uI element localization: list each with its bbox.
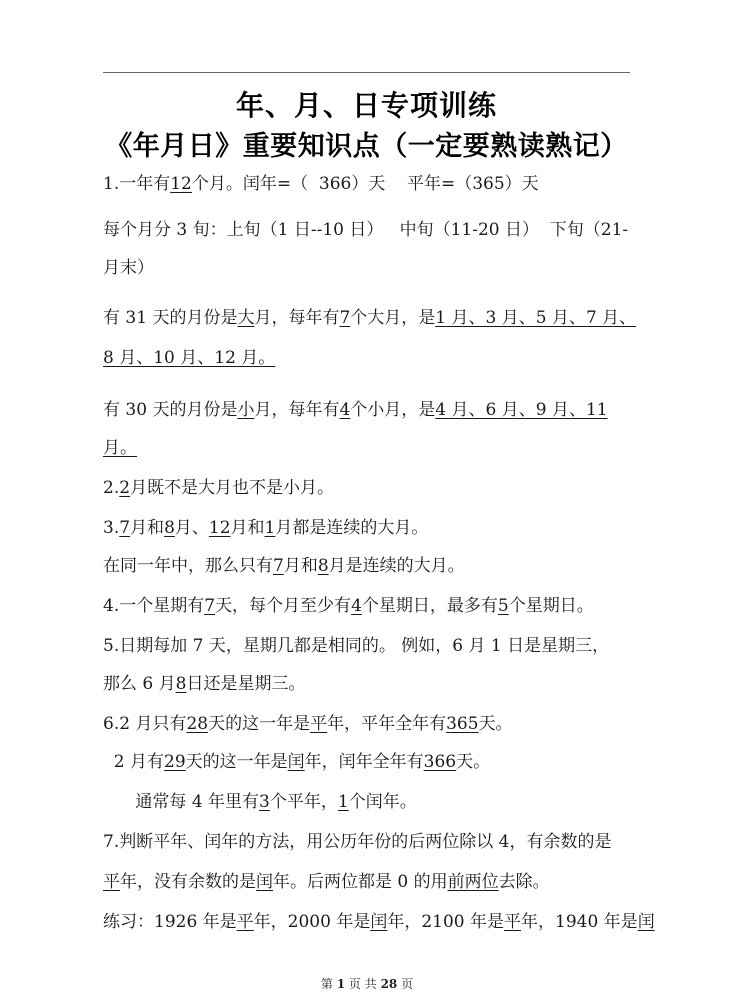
- footer-suffix: 页: [401, 977, 414, 991]
- underlined-answer: 平: [236, 912, 254, 932]
- underlined-answer: 8 月、10 月、12 月。: [103, 348, 276, 368]
- text-segment: 月既不是大月也不是小月。: [130, 478, 335, 498]
- underlined-answer: 29: [164, 752, 186, 772]
- underlined-answer: 月。: [103, 438, 137, 458]
- text-line: [103, 172, 643, 196]
- text-segment: 4.一个星期有: [103, 596, 205, 616]
- text-segment: 天，每个月至少有: [215, 596, 352, 616]
- text-segment: 3.: [103, 518, 120, 538]
- text-segment: 通常每 4 年里有: [103, 792, 260, 812]
- text-segment: 有 30 天的月份是: [103, 400, 238, 420]
- text-line: [103, 830, 643, 854]
- text-segment: 个星期日。: [508, 596, 594, 616]
- underlined-answer: 5: [497, 596, 509, 616]
- footer-middle: 页 共: [348, 977, 377, 991]
- text-segment: 月末）: [103, 258, 154, 278]
- underlined-answer: 2: [119, 478, 131, 498]
- page-footer: [0, 975, 734, 992]
- text-line: [103, 672, 643, 696]
- text-segment: 5.日期每加 7 天，星期几都是相同的。 例如，6 月 1 日是星期三，: [103, 636, 610, 656]
- text-segment: 练习：1926 年是: [103, 912, 237, 932]
- top-rule: [103, 72, 630, 73]
- text-segment: 年，没有余数的是: [120, 872, 256, 892]
- footer-total-pages: 28: [380, 977, 398, 991]
- text-segment: 年，闰年全年有: [304, 752, 424, 772]
- text-line: [103, 256, 643, 280]
- text-segment: 2 月有: [103, 752, 165, 772]
- text-segment: 个大月，是: [350, 308, 436, 328]
- underlined-answer: 7: [119, 518, 131, 538]
- text-segment: 月和: [283, 556, 318, 576]
- text-segment: 月，每年有: [254, 400, 340, 420]
- page-title: 年、月、日专项训练: [235, 89, 497, 122]
- text-segment: 1.一年有: [103, 174, 171, 194]
- underlined-answer: 366: [423, 752, 457, 772]
- text-line: [103, 750, 643, 774]
- text-segment: 月和: [230, 518, 265, 538]
- text-line: [103, 436, 643, 460]
- underlined-answer: 闰: [637, 912, 655, 932]
- underlined-answer: 小: [237, 400, 255, 420]
- text-line: [103, 346, 643, 370]
- text-line: [103, 790, 643, 814]
- text-line: [103, 398, 643, 422]
- text-line: [103, 594, 643, 618]
- text-segment: 年。后两位都是 0 的用: [273, 872, 448, 892]
- text-line: [103, 634, 643, 658]
- underlined-answer: 平: [310, 714, 328, 734]
- text-line: [103, 306, 643, 330]
- text-line: [103, 218, 643, 242]
- underlined-answer: 28: [186, 714, 209, 734]
- footer-page-number: 1: [336, 977, 346, 991]
- text-segment: 月，每年有: [254, 308, 340, 328]
- text-segment: 去除。: [498, 872, 550, 892]
- text-segment: 个月。闰年=（ 366）天 平年=（365）天: [191, 174, 539, 194]
- text-segment: 6.2 月只有: [103, 714, 187, 734]
- text-line: [103, 476, 643, 500]
- text-segment: 在同一年中，那么只有: [103, 556, 273, 576]
- text-segment: 天的这一年是: [185, 752, 288, 772]
- underlined-answer: 1: [337, 792, 349, 812]
- underlined-answer: 1: [264, 518, 276, 538]
- underlined-answer: 平: [103, 872, 120, 892]
- underlined-answer: 12: [208, 518, 231, 538]
- text-line: [103, 516, 643, 540]
- text-segment: 那么 6 月: [103, 674, 176, 694]
- text-segment: 天的这一年是: [208, 714, 311, 734]
- text-segment: 年，1940 年是: [521, 912, 638, 932]
- text-segment: 有 31 天的月份是: [103, 308, 238, 328]
- underlined-answer: 3: [259, 792, 270, 812]
- underlined-answer: 8: [317, 556, 329, 576]
- underlined-answer: 8: [175, 674, 187, 694]
- text-segment: 月和: [130, 518, 165, 538]
- text-segment: 天。: [478, 714, 513, 734]
- underlined-answer: 闰: [370, 912, 388, 932]
- underlined-answer: 365: [446, 714, 479, 734]
- footer-prefix: 第: [320, 977, 333, 991]
- underlined-answer: 前两位: [447, 872, 499, 892]
- text-segment: 天。: [456, 752, 491, 772]
- page-subtitle: 《年月日》重要知识点（一定要熟读熟记）: [105, 131, 628, 162]
- text-line: [103, 910, 655, 934]
- text-segment: 年，2100 年是: [387, 912, 505, 932]
- text-segment: 7.判断平年、闰年的方法，用公历年份的后两位除以 4，有余数的是: [103, 832, 612, 852]
- text-segment: 每个月分 3 旬：上旬（1 日--10 日） 中旬（11-20 日） 下旬（21-: [103, 220, 629, 240]
- underlined-answer: 1 月、3 月、5 月、7 月、: [435, 308, 637, 328]
- underlined-answer: 4: [339, 400, 351, 420]
- text-segment: 年，2000 年是: [253, 912, 371, 932]
- underlined-answer: 平: [504, 912, 522, 932]
- text-line: [103, 870, 643, 894]
- underlined-answer: 8: [164, 518, 175, 538]
- text-segment: 年，平年全年有: [327, 714, 447, 734]
- text-segment: 个星期日，最多有: [361, 596, 498, 616]
- text-segment: 月、: [174, 518, 209, 538]
- text-segment: 个平年，: [269, 792, 338, 812]
- text-segment: 2.: [103, 478, 120, 498]
- text-line: [103, 554, 643, 578]
- underlined-answer: 7: [204, 596, 216, 616]
- underlined-answer: 7: [339, 308, 351, 328]
- underlined-answer: 7: [273, 556, 284, 576]
- underlined-answer: 闰: [256, 872, 273, 892]
- underlined-answer: 大: [237, 308, 255, 328]
- text-segment: 个闰年。: [348, 792, 417, 812]
- underlined-answer: 4 月、6 月、9 月、11: [435, 400, 608, 420]
- underlined-answer: 12: [170, 174, 192, 194]
- text-segment: 日还是星期三。: [186, 674, 306, 694]
- text-segment: 个小月，是: [350, 400, 436, 420]
- text-line: [103, 712, 643, 736]
- text-segment: 月是连续的大月。: [328, 556, 465, 576]
- text-segment: 月都是连续的大月。: [275, 518, 429, 538]
- underlined-answer: 4: [351, 596, 362, 616]
- underlined-answer: 闰: [287, 752, 305, 772]
